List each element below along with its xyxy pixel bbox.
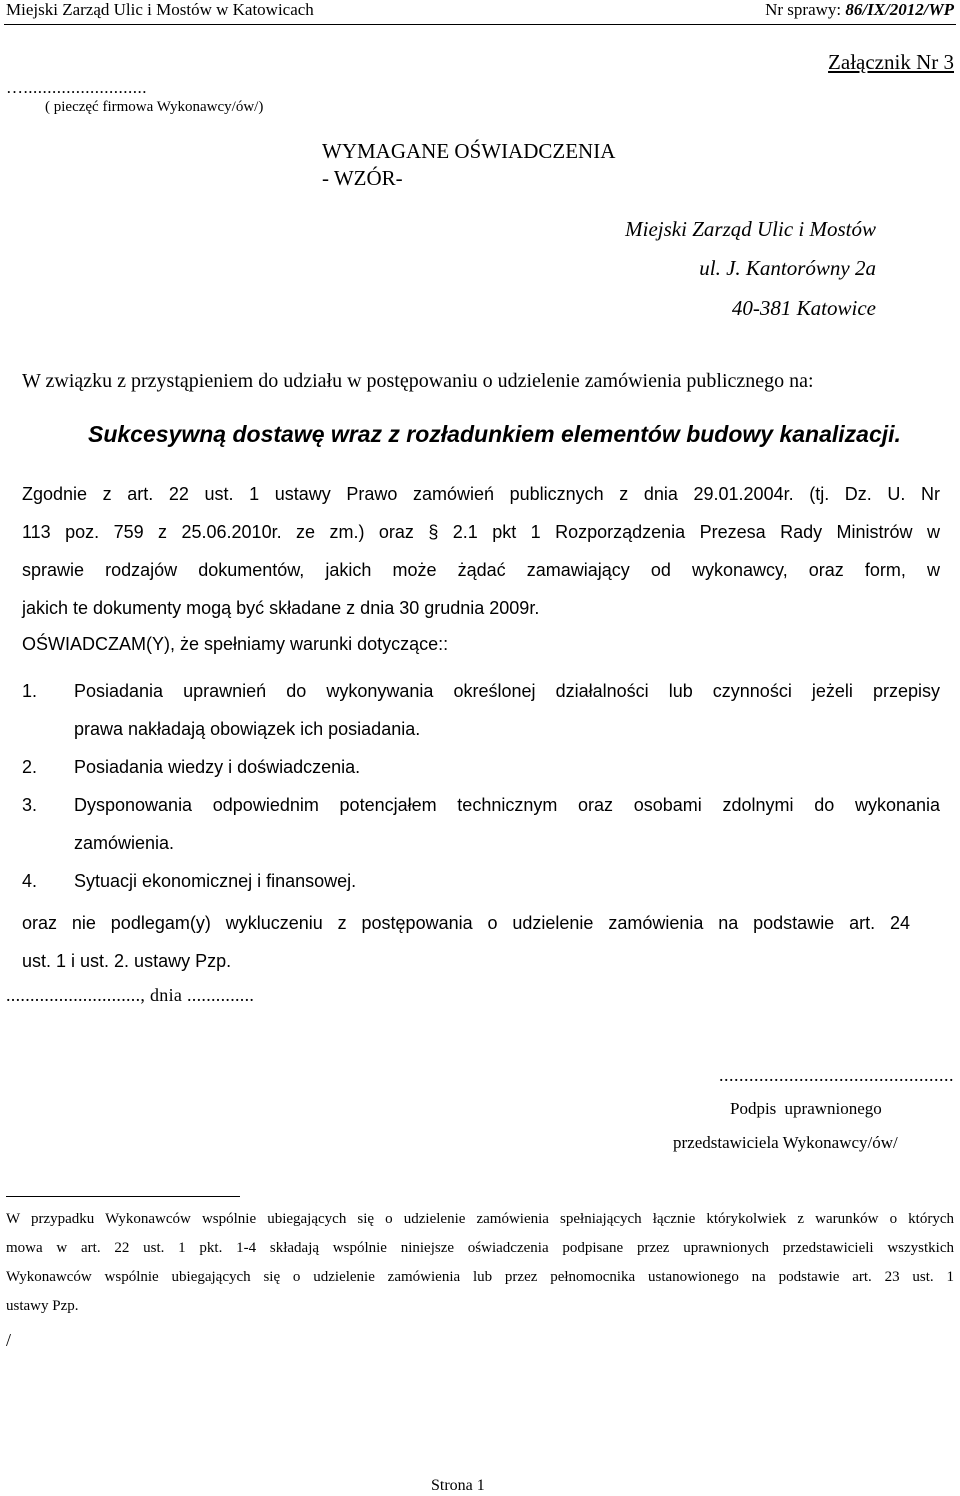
footnote-rule — [6, 1196, 240, 1197]
list-item — [22, 862, 940, 900]
legal-basis-line: sprawie rodzajów dokumentów, jakich może żądać zamawiający od wykonawcy, oraz form, w — [22, 560, 940, 580]
stamp-label: ( pieczęć firmowa Wykonawcy/ów/) — [45, 99, 264, 115]
exclusion-line: oraz nie podlegam(y) wykluczeniu z postępowania o udzielenie zamówienia na podstawie art. 24 — [22, 913, 910, 933]
signature-label-2: przedstawiciela Wykonawcy/ów/ — [673, 1133, 898, 1152]
signature-dots: ............................................... — [719, 1065, 954, 1085]
list-item-text: Sytuacji ekonomicznej i finansowej. — [74, 871, 357, 891]
place-date-line: ............................, dnia .............. — [6, 985, 255, 1005]
list-item-number: 2. — [22, 757, 38, 777]
legal-basis-line: jakich te dokumenty mogą być składane z dnia 30 grudnia 2009r. — [22, 598, 540, 618]
header-rule — [4, 24, 956, 25]
list-item-text: Posiadania wiedzy i doświadczenia. — [74, 757, 361, 777]
intro-text: W związku z przystąpieniem do udziału w postępowaniu o udzielenie zamówienia publicznego na: — [22, 370, 814, 392]
document-subtitle: - WZÓR- — [322, 166, 403, 190]
page-number: Strona 1 — [431, 1477, 485, 1494]
address-line-2: ul. J. Kantorówny 2a — [699, 256, 876, 280]
legal-basis-line: 113 poz. 759 z 25.06.2010r. ze zm.) oraz § 2.1 pkt 1 Rozporządzenia Prezesa Rady Ministrów w — [22, 522, 940, 542]
header-organization: Miejski Zarząd Ulic i Mostów w Katowicach — [6, 0, 314, 19]
footnote-line: ustawy Pzp. — [6, 1298, 79, 1314]
conditions-list — [22, 672, 940, 900]
legal-basis-paragraph — [22, 475, 940, 627]
list-item-number: 4. — [22, 871, 38, 891]
list-item — [22, 748, 940, 786]
header-case-number — [765, 0, 954, 20]
list-item-number: 3. — [22, 795, 38, 815]
list-item — [22, 672, 940, 748]
address-line-3: 40-381 Katowice — [731, 296, 876, 320]
exclusion-line: ust. 1 i ust. 2. ustawy Pzp. — [22, 951, 232, 971]
list-item-text: zamówienia. — [74, 833, 175, 853]
footnote-line: Wykonawców wspólnie ubiegających się o udzielenie zamówienia lub przez pełnomocnika ustanowionego na podstawie art. 23 ust. 1 — [6, 1269, 954, 1285]
exclusion-statement — [22, 904, 910, 980]
document-title: WYMAGANE OŚWIADCZENIA — [322, 139, 616, 163]
slash-mark: / — [6, 1330, 12, 1350]
signature-label-1: Podpis uprawnionego — [730, 1099, 882, 1118]
legal-basis-line: Zgodnie z art. 22 ust. 1 ustawy Prawo zamówień publicznych z dnia 29.01.2004r. (tj. Dz. U. Nr — [22, 484, 940, 504]
list-item-text: Posiadania uprawnień do wykonywania określonej działalności lub czynności jeżeli przepisy — [74, 681, 940, 701]
case-number-label: Nr sprawy: — [765, 0, 846, 19]
list-item-text: Dysponowania odpowiednim potencjałem technicznym oraz osobami zdolnymi do wykonania — [74, 795, 940, 815]
procurement-subject: Sukcesywną dostawę wraz z rozładunkiem elementów budowy kanalizacji. — [88, 421, 901, 447]
list-item-number: 1. — [22, 681, 38, 701]
footnote-line: mowa w art. 22 ust. 1 pkt. 1-4 składają wspólnie niniejsze oświadczenia podpisane przez uprawnionych przedstawicieli wszystkich — [6, 1240, 954, 1256]
case-number-value: 86/IX/2012/WP — [845, 0, 954, 19]
stamp-dots: ….......................... — [6, 78, 147, 97]
address-line-1: Miejski Zarząd Ulic i Mostów — [625, 217, 876, 241]
declaration-heading: OŚWIADCZAM(Y), że spełniamy warunki dotyczące:: — [22, 634, 449, 654]
list-item — [22, 786, 940, 862]
attachment-label: Załącznik Nr 3 — [828, 50, 954, 74]
footnote-line: W przypadku Wykonawców wspólnie ubiegających się o udzielenie zamówienia spełniających łącznie którykolwiek z warunków o których — [6, 1211, 954, 1227]
footnote — [6, 1205, 954, 1321]
list-item-text: prawa nakładają obowiązek ich posiadania. — [74, 719, 421, 739]
